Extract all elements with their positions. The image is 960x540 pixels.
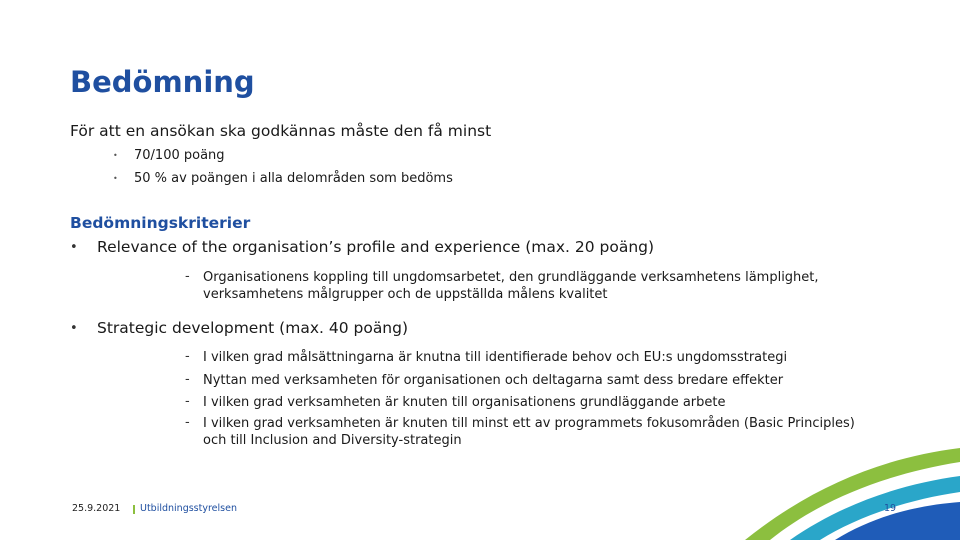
criterion-heading: Relevance of the organisation’s profile and experience (max. 20 poäng) [97, 238, 655, 256]
dash-icon: - [185, 372, 190, 387]
criteria-heading: Bedömningskriterier [70, 214, 251, 232]
dash-icon: - [185, 415, 190, 430]
bullet-icon: • [113, 151, 118, 160]
footer-organization: Utbildningsstyrelsen [140, 503, 237, 514]
bullet-icon: • [70, 321, 78, 336]
intro-item: 50 % av poängen i alla delområden som bedöms [134, 171, 453, 186]
footer-date: 25.9.2021 [72, 503, 121, 514]
criterion-item: I vilken grad verksamheten är knuten till organisationens grundläggande arbete [203, 395, 726, 410]
slide-title: Bedömning [70, 65, 255, 99]
dash-icon: - [185, 394, 190, 409]
criterion-item: Nyttan med verksamheten för organisationen och deltagarna samt dess bredare effekter [203, 373, 784, 388]
criterion-item: I vilken grad målsättningarna är knutna till identifierade behov och EU:s ungdomsstrategi [203, 350, 788, 365]
intro-item: 70/100 poäng [134, 148, 225, 163]
criterion-item: I vilken grad verksamheten är knuten till minst ett av programmets fokusområden (Basic Principles) och till Inclusion and Diversity-strategin [203, 416, 855, 448]
dash-icon: - [185, 269, 190, 284]
footer-separator [133, 505, 135, 514]
intro-text: För att en ansökan ska godkännas måste den få minst [70, 122, 492, 140]
bullet-icon: • [70, 240, 78, 255]
criterion-item: Organisationens koppling till ungdomsarbetet, den grundläggande verksamhetens lämplighet, verksamhetens målgrupper och de uppställda målens kvalitet [203, 270, 819, 302]
criterion-heading: Strategic development (max. 40 poäng) [97, 319, 409, 337]
page-number: 19 [884, 503, 897, 514]
dash-icon: - [185, 349, 190, 364]
bullet-icon: • [113, 174, 118, 183]
